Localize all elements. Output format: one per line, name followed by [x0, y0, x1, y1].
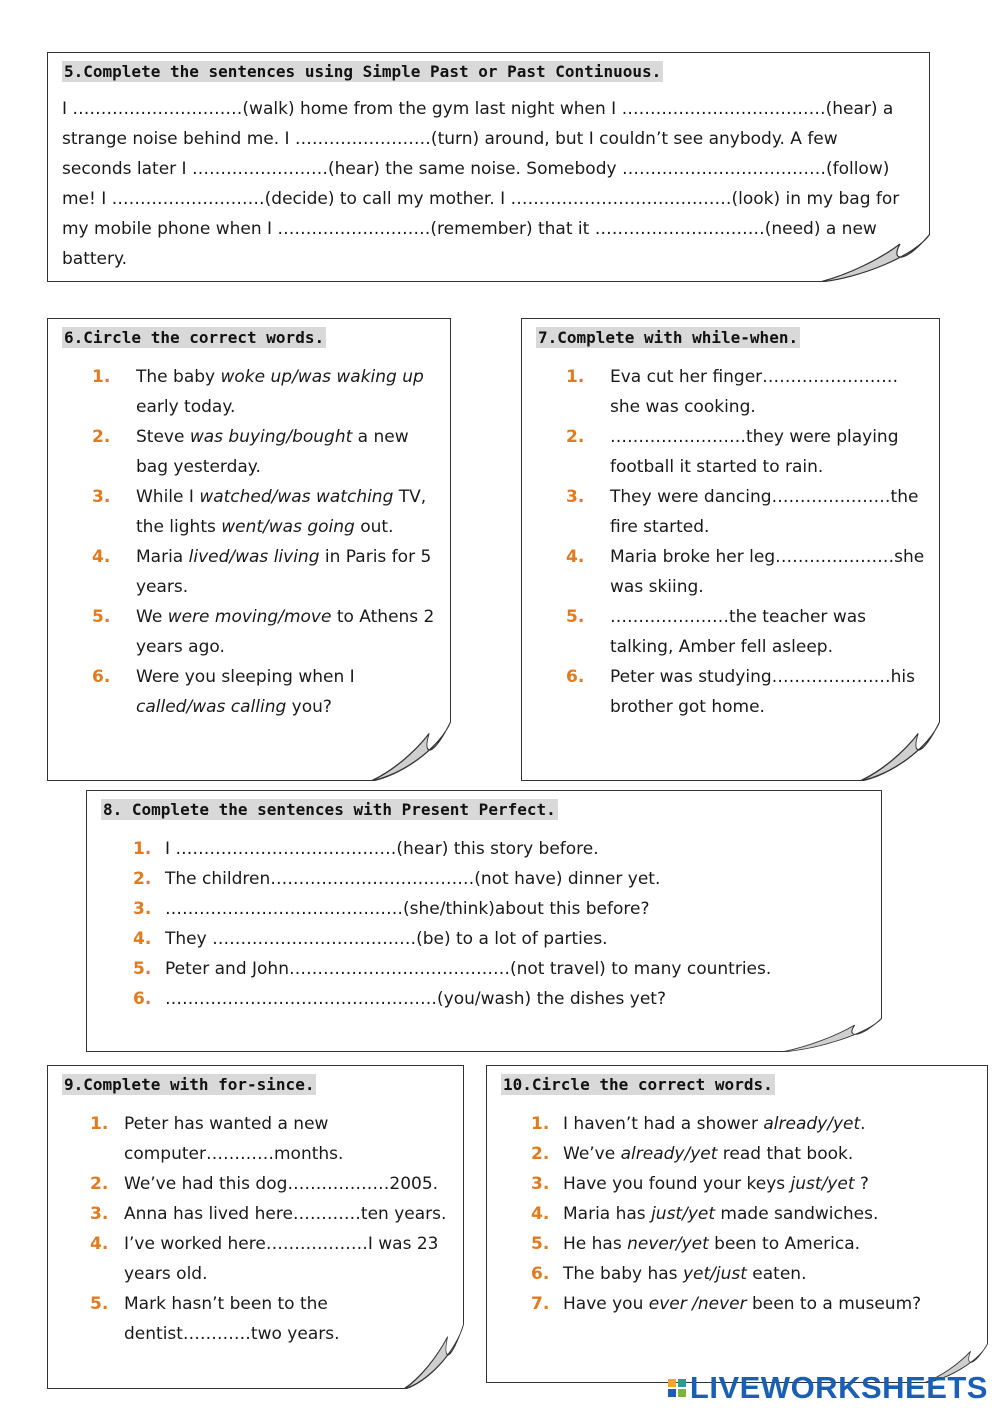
exercise-9-box [47, 1065, 464, 1389]
exercise-9-list [90, 1109, 449, 1349]
list-item [92, 482, 436, 542]
list-item [90, 1229, 449, 1289]
item-text: ? [854, 1174, 869, 1194]
item-text: Peter has wanted a new computer…………months. [124, 1114, 344, 1164]
item-number: 4. [92, 547, 111, 567]
list-item [566, 482, 925, 542]
list-item [133, 894, 867, 924]
item-text: …………………………………………(you/wash) the dishes yet? [165, 989, 666, 1009]
item-text: Peter was studying…………………his brother got home. [610, 667, 915, 717]
item-text: Mark hasn’t been to the dentist…………two years. [124, 1294, 340, 1344]
item-text: We’ve had this dog………………2005. [124, 1174, 439, 1194]
item-text: Eva cut her finger……………………she was cooking. [610, 367, 899, 417]
item-text: Peter and John…………………………………(not travel) to many countries. [165, 959, 772, 979]
word-choice[interactable]: were moving/move [167, 607, 332, 627]
list-item [90, 1289, 449, 1349]
page-curl-icon [820, 234, 930, 282]
list-item [92, 662, 436, 722]
page-curl-icon [404, 1323, 464, 1389]
word-choice[interactable]: called/was calling [136, 697, 287, 717]
item-text: ……………………………………(she/think)about this before? [165, 899, 650, 919]
item-text: out. [354, 517, 394, 537]
list-item [92, 542, 436, 602]
item-number: 4. [90, 1234, 109, 1254]
list-item [92, 422, 436, 482]
page-curl-icon [371, 721, 451, 781]
item-text: you? [286, 697, 332, 717]
list-item [133, 924, 867, 954]
word-choice[interactable]: ever /never [648, 1294, 747, 1314]
word-choice[interactable]: was buying/bought [189, 427, 353, 447]
list-item [133, 984, 867, 1014]
item-number: 1. [133, 839, 152, 859]
item-text: The baby [136, 367, 221, 387]
item-text: I’ve worked here………………I was 23 years old. [124, 1234, 439, 1284]
exercise-9-title: 9.Complete with for-since. [64, 1075, 315, 1094]
exercise-5-title: 5.Complete the sentences using Simple Past or Past Continuous. [64, 62, 662, 81]
item-number: 4. [133, 929, 152, 949]
list-item [90, 1109, 449, 1169]
item-number: 6. [531, 1264, 550, 1284]
list-item [90, 1169, 449, 1199]
item-text: The baby has [563, 1264, 683, 1284]
item-text: The children………………………………(not have) dinner yet. [165, 869, 661, 889]
list-item [92, 362, 436, 422]
exercise-7-title: 7.Complete with while-when. [538, 328, 799, 347]
exercise-8-list [133, 834, 867, 1014]
list-item [133, 834, 867, 864]
exercise-7-list [566, 362, 925, 722]
item-text: Anna has lived here…………ten years. [124, 1204, 447, 1224]
item-number: 1. [90, 1114, 109, 1134]
list-item [566, 422, 925, 482]
item-text: Were you sleeping when I [136, 667, 355, 687]
exercise-8-title: 8. Complete the sentences with Present Perfect. [103, 800, 556, 819]
list-item [133, 954, 867, 984]
list-item [531, 1259, 973, 1289]
item-number: 3. [92, 487, 111, 507]
item-text: eaten. [746, 1264, 807, 1284]
item-text: read that book. [717, 1144, 854, 1164]
word-choice[interactable]: never/yet [627, 1234, 709, 1254]
page-curl-icon [782, 1018, 882, 1052]
item-text: While I [136, 487, 200, 507]
exercise-7-box [521, 318, 940, 781]
item-number: 3. [90, 1204, 109, 1224]
exercise-6-box [47, 318, 451, 781]
item-text: . [860, 1114, 866, 1134]
item-number: 2. [566, 427, 585, 447]
word-choice[interactable]: woke up/was waking up [220, 367, 424, 387]
exercise-5-box [47, 52, 930, 282]
list-item [566, 602, 925, 662]
item-number: 6. [133, 989, 152, 1009]
item-text: Maria broke her leg…………………she was skiing. [610, 547, 925, 597]
item-number: 6. [92, 667, 111, 687]
word-choice[interactable]: yet/just [682, 1264, 747, 1284]
item-number: 2. [133, 869, 152, 889]
list-item [566, 662, 925, 722]
item-text: I haven’t had a shower [563, 1114, 764, 1134]
list-item [531, 1289, 973, 1319]
item-number: 7. [531, 1294, 550, 1314]
exercise-6-list [92, 362, 436, 722]
item-number: 3. [566, 487, 585, 507]
exercise-10-title: 10.Circle the correct words. [503, 1075, 773, 1094]
exercise-6-title: 6.Circle the correct words. [64, 328, 325, 347]
exercise-8-box [86, 790, 882, 1052]
item-number: 2. [92, 427, 111, 447]
item-text: Have you [563, 1294, 649, 1314]
list-item [92, 602, 436, 662]
list-item [531, 1109, 973, 1139]
item-text: in Paris for 5 years. [136, 547, 432, 597]
item-number: 5. [92, 607, 111, 627]
item-text: made sandwiches. [715, 1204, 879, 1224]
item-text: He has [563, 1234, 628, 1254]
item-text: Steve [136, 427, 190, 447]
item-number: 3. [531, 1174, 550, 1194]
word-choice[interactable]: watched/was watching [199, 487, 394, 507]
item-text: We’ve [563, 1144, 621, 1164]
item-number: 1. [566, 367, 585, 387]
item-text: I …………………………………(hear) this story before. [165, 839, 599, 859]
item-number: 3. [133, 899, 152, 919]
item-text: …………………the teacher was talking, Amber fell asleep. [610, 607, 866, 657]
item-text: Maria has [563, 1204, 652, 1224]
word-choice[interactable]: lived/was living [188, 547, 320, 567]
liveworksheets-logo [668, 1370, 988, 1406]
item-number: 5. [566, 607, 585, 627]
item-number: 5. [90, 1294, 109, 1314]
item-number: 1. [531, 1114, 550, 1134]
list-item [531, 1229, 973, 1259]
word-choice[interactable]: went/was going [221, 517, 355, 537]
list-item [90, 1199, 449, 1229]
logo-text: LIVEWORKSHEETS [689, 1370, 988, 1405]
item-number: 2. [531, 1144, 550, 1164]
word-choice[interactable]: just/yet [651, 1204, 716, 1224]
item-text: a new bag yesterday. [136, 427, 409, 477]
item-text: been to a museum? [746, 1294, 922, 1314]
item-number: 2. [90, 1174, 109, 1194]
list-item [566, 362, 925, 422]
item-number: 1. [92, 367, 111, 387]
exercise-10-box [486, 1065, 988, 1383]
word-choice[interactable]: already/yet [763, 1114, 861, 1134]
item-number: 5. [531, 1234, 550, 1254]
list-item [531, 1169, 973, 1199]
logo-icon [668, 1379, 686, 1397]
item-text: They were dancing…………………the fire started. [610, 487, 919, 537]
page-curl-icon [860, 721, 940, 781]
item-number: 6. [566, 667, 585, 687]
item-text: We [136, 607, 168, 627]
list-item [133, 864, 867, 894]
item-text: early today. [136, 397, 236, 417]
item-text: ……………………they were playing football it started to rain. [610, 427, 899, 477]
item-number: 4. [531, 1204, 550, 1224]
list-item [566, 542, 925, 602]
item-text: TV, the lights [136, 487, 427, 537]
item-text: been to America. [708, 1234, 861, 1254]
item-text: Have you found your keys [563, 1174, 791, 1194]
item-text: They ………………………………(be) to a lot of parties. [165, 929, 608, 949]
list-item [531, 1139, 973, 1169]
item-text: Maria [136, 547, 189, 567]
item-number: 5. [133, 959, 152, 979]
item-text: to Athens 2 years ago. [136, 607, 435, 657]
list-item [531, 1199, 973, 1229]
exercise-10-list [531, 1109, 973, 1319]
word-choice[interactable]: already/yet [620, 1144, 718, 1164]
item-number: 4. [566, 547, 585, 567]
exercise-5-paragraph: I …………………………(walk) home from the gym last night when I ………………………………(hear) a strange noise behind me. I ……………………(turn) around, but I couldn’t see anybody. A few seconds later I ……………………(hear) the same noise. Somebody ………………………………(follow) me! I ………………………(decide) to call my mother. I …………………………………(look) in my bag for my mobile phone when I ………………………(remember) that it …………………………(need) a new battery. [62, 99, 900, 269]
word-choice[interactable]: just/yet [790, 1174, 855, 1194]
